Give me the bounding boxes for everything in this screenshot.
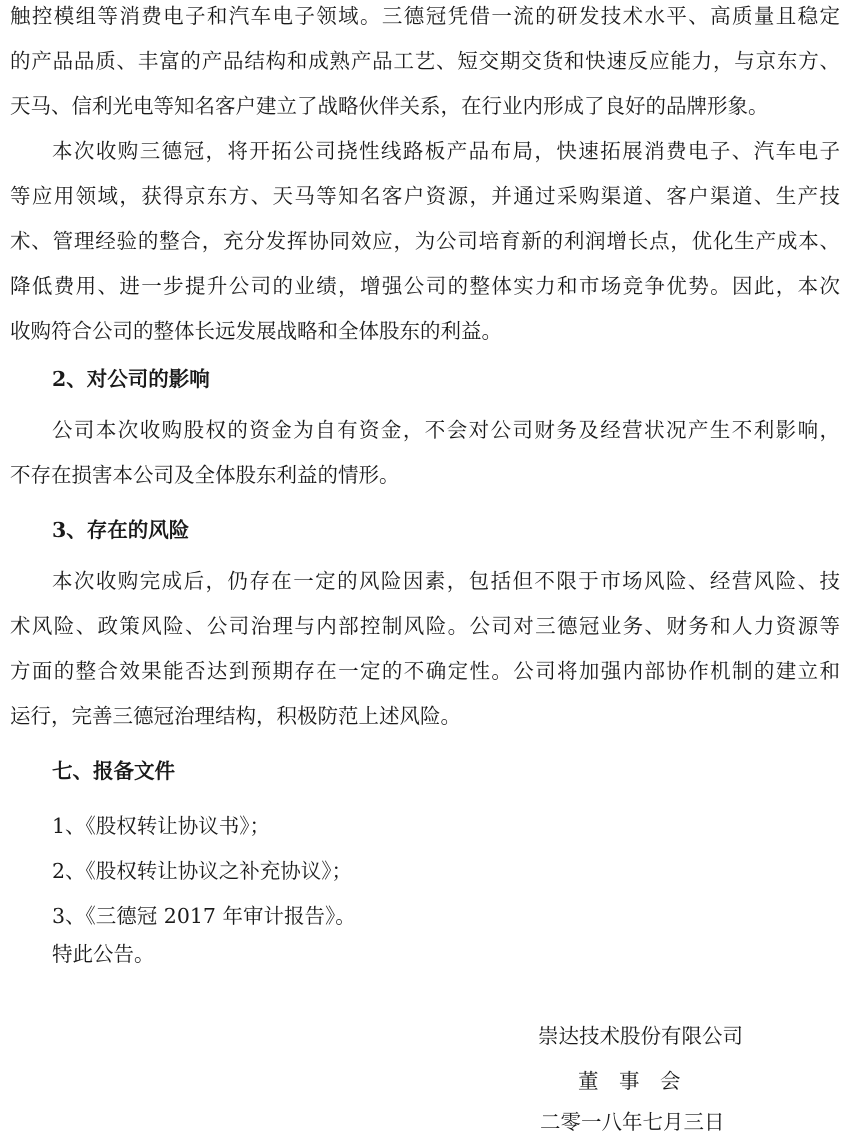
section3-line-2: 术风险、政策风险、公司治理与内部控制风险。公司对三德冠业务、财务和人力资源等 bbox=[10, 614, 840, 638]
section2-heading: 2、对公司的影响 bbox=[52, 367, 210, 391]
para2-line-4: 降低费用、进一步提升公司的业绩，增强公司的整体实力和市场竞争优势。因此，本次 bbox=[10, 274, 840, 298]
attachment-item-2: 2、《股权转让协议之补充协议》； bbox=[52, 859, 353, 883]
section2-line-1: 公司本次收购股权的资金为自有资金，不会对公司财务及经营状况产生不利影响， bbox=[52, 418, 840, 442]
para2-line-3: 术、管理经验的整合，充分发挥协同效应，为公司培育新的利润增长点，优化生产成本、 bbox=[10, 229, 840, 253]
section3-heading: 3、存在的风险 bbox=[52, 518, 190, 542]
section3-line-4: 运行，完善三德冠治理结构，积极防范上述风险。 bbox=[10, 704, 461, 728]
para2-line-5: 收购符合公司的整体长远发展战略和全体股东的利益。 bbox=[10, 319, 502, 343]
signature-company: 崇达技术股份有限公司 bbox=[538, 1024, 743, 1048]
section3-line-3: 方面的整合效果能否达到预期存在一定的不确定性。公司将加强内部协作机制的建立和 bbox=[10, 659, 840, 683]
closing-statement: 特此公告。 bbox=[52, 942, 155, 966]
section3-line-1: 本次收购完成后，仍存在一定的风险因素，包括但不限于市场风险、经营风险、技 bbox=[52, 569, 840, 593]
para2-line-1: 本次收购三德冠，将开拓公司挠性线路板产品布局，快速拓展消费电子、汽车电子 bbox=[52, 139, 840, 163]
signature-date: 二零一八年七月三日 bbox=[540, 1110, 725, 1134]
section7-heading: 七、报备文件 bbox=[52, 759, 175, 783]
para1-line-2: 的产品品质、丰富的产品结构和成熟产品工艺、短交期交货和快速反应能力，与京东方、 bbox=[10, 49, 840, 73]
attachment-item-1: 1、《股权转让协议书》； bbox=[52, 814, 271, 838]
signature-board: 董 事 会 bbox=[578, 1069, 681, 1093]
para1-line-3: 天马、信利光电等知名客户建立了战略伙伴关系，在行业内形成了良好的品牌形象。 bbox=[10, 94, 769, 118]
attachment-item-3: 3、《三德冠 2017 年审计报告》。 bbox=[52, 904, 356, 928]
para2-line-2: 等应用领域，获得京东方、天马等知名客户资源，并通过采购渠道、客户渠道、生产技 bbox=[10, 184, 840, 208]
section2-line-2: 不存在损害本公司及全体股东利益的情形。 bbox=[10, 463, 400, 487]
para1-line-1: 触控模组等消费电子和汽车电子领域。三德冠凭借一流的研发技术水平、高质量且稳定 bbox=[10, 4, 840, 28]
